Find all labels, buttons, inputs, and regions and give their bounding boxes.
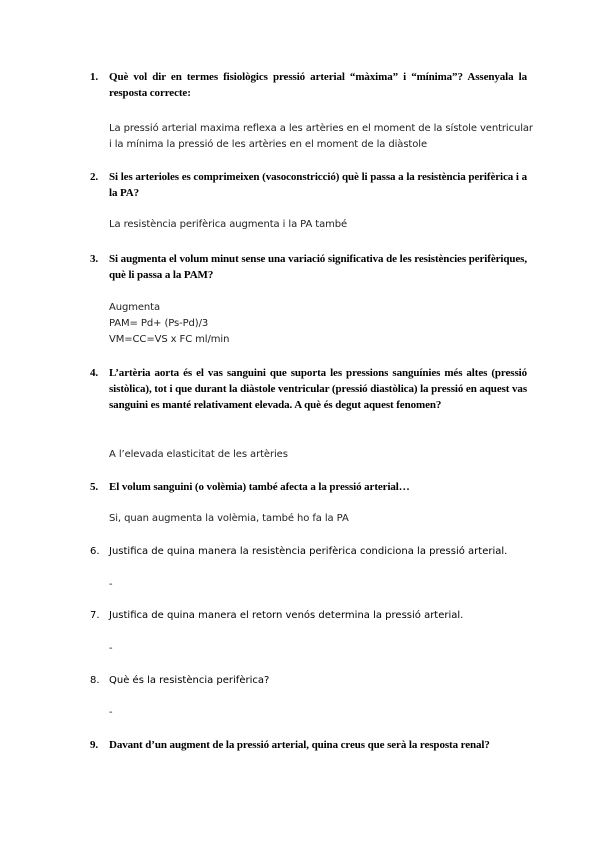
- answer-line: -: [109, 579, 113, 590]
- answer-line: VM=CC=VS x FC ml/min: [109, 334, 230, 345]
- question-text: Què és la resistència perifèrica?: [109, 675, 270, 686]
- question-number: 3.: [90, 253, 99, 265]
- answer-6: [109, 577, 539, 593]
- answer-4: [109, 447, 539, 463]
- question-text: L’artèria aorta és el vas sanguini que suporta les pressions sanguínies més altes (pressió sistòlica), tot i que durant la diàstole ventricular (pressió diastòlica) la pressió en aquest vas sanguini es manté relativament elevada. A què és degut aquest fenomen?: [109, 367, 527, 411]
- answer-5: [109, 511, 539, 527]
- answer-line: Augmenta: [109, 302, 161, 313]
- question-number: 7.: [90, 610, 100, 621]
- answer-line: La pressió arterial maxima reflexa a les artèries en el moment de la sístole ventricular: [109, 123, 533, 134]
- answer-1: [109, 121, 539, 153]
- question-number: 9.: [90, 739, 99, 751]
- question-text: Justifica de quina manera la resistència perifèrica condiciona la pressió arterial.: [109, 546, 508, 557]
- question-text: Justifica de quina manera el retorn venós determina la pressió arterial.: [109, 610, 464, 621]
- answer-3: [109, 300, 539, 348]
- question-number: 8.: [90, 675, 100, 686]
- answer-8: [109, 705, 539, 721]
- question-text: Davant d’un augment de la pressió arterial, quina creus que serà la resposta renal?: [109, 739, 490, 751]
- question-number: 4.: [90, 367, 99, 379]
- question-text: Si augmenta el volum minut sense una variació significativa de les resistències perifèriques, què li passa a la PAM?: [109, 253, 527, 281]
- answer-line: La resistència perifèrica augmenta i la PA també: [109, 219, 348, 230]
- question-text: Si les arterioles es comprimeixen (vasoconstricció) què li passa a la resistència perifèrica i a la PA?: [109, 171, 527, 199]
- answer-line: Si, quan augmenta la volèmia, també ho fa la PA: [109, 513, 349, 524]
- question-text: Què vol dir en termes fisiològics pressió arterial “màxima” i “mínima”? Assenyala la resposta correcte:: [109, 71, 527, 99]
- answer-line: PAM= Pd+ (Ps-Pd)/3: [109, 318, 209, 329]
- answer-line: -: [109, 643, 113, 654]
- answer-2: [109, 217, 539, 233]
- question-number: 2.: [90, 171, 99, 183]
- question-number: 5.: [90, 481, 99, 493]
- answer-line: A l’elevada elasticitat de les artèries: [109, 449, 288, 460]
- answer-7: [109, 641, 539, 657]
- answer-line: -: [109, 707, 113, 718]
- answer-line: i la mínima la pressió de les artèries en el moment de la diàstole: [109, 139, 428, 150]
- question-text: El volum sanguini (o volèmia) també afecta a la pressió arterial…: [109, 481, 410, 493]
- question-number: 1.: [90, 71, 99, 83]
- question-number: 6.: [90, 546, 100, 557]
